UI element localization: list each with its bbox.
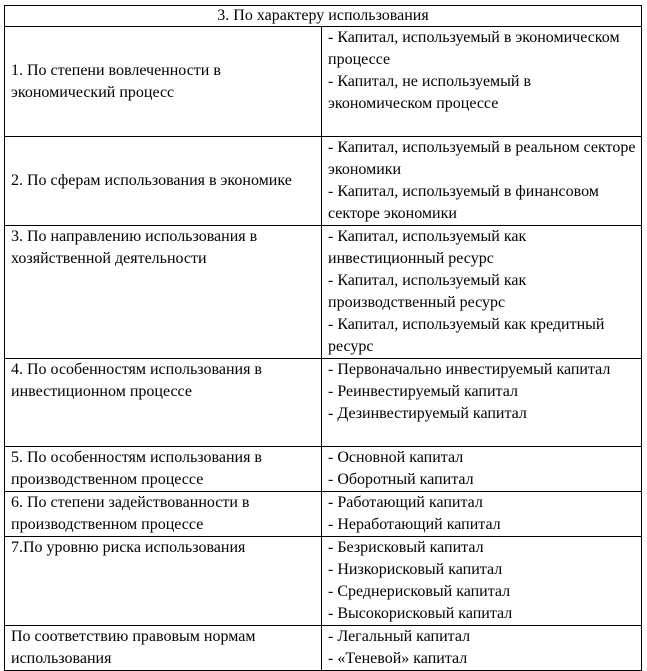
criterion-cell: 1. По степени вовлеченности в экономический процесс [5, 27, 322, 137]
table-row [5, 27, 642, 137]
list-item: - Оборотный капитал [328, 471, 474, 488]
table-header-row [5, 6, 642, 27]
items-cell [322, 226, 642, 359]
list-item: - Капитал, используемый в экономическом процессе [328, 29, 620, 68]
items-cell [322, 492, 642, 537]
list-item: - Капитал, не используемый в экономическом процессе [328, 73, 532, 112]
criterion-cell: 4. По особенностям использования в инвестиционном процессе [5, 359, 322, 447]
list-item: - Безрисковый капитал [328, 539, 484, 556]
criterion-cell: По соответствию правовым нормам использования [5, 626, 322, 671]
list-item: - Высокорисковый капитал [328, 605, 513, 622]
criterion-cell: 2. По сферам использования в экономике [5, 137, 322, 226]
list-item: - Первоначально инвестируемый капитал [328, 361, 611, 378]
table-row [5, 492, 642, 537]
classification-table [4, 5, 642, 671]
list-item: - Низкорисковый капитал [328, 561, 503, 578]
list-item: - Среднерисковый капитал [328, 583, 511, 600]
criterion-cell: 7.По уровню риска использования [5, 537, 322, 626]
items-cell [322, 27, 642, 137]
table-row [5, 359, 642, 447]
table-row [5, 626, 642, 671]
list-item: - Капитал, используемый как производственный ресурс [328, 272, 527, 311]
items-cell [322, 537, 642, 626]
list-item: - Капитал, используемый как инвестиционный ресурс [328, 228, 527, 267]
list-item: - Дезинвестируемый капитал [328, 405, 527, 422]
criterion-cell: 3. По направлению использования в хозяйственной деятельности [5, 226, 322, 359]
table-row [5, 447, 642, 492]
table-row [5, 137, 642, 226]
list-item: - Работающий капитал [328, 494, 483, 511]
items-cell [322, 359, 642, 447]
list-item: - Основной капитал [328, 449, 464, 466]
list-item: - Неработающий капитал [328, 516, 501, 533]
table-title: 3. По характеру использования [5, 6, 642, 27]
list-item: - «Теневой» капитал [328, 650, 468, 667]
list-item: - Капитал, используемый как кредитный ресурс [328, 316, 605, 355]
items-cell [322, 626, 642, 671]
list-item: - Реинвестируемый капитал [328, 383, 518, 400]
criterion-cell: 5. По особенностям использования в производственном процессе [5, 447, 322, 492]
criterion-cell: 6. По степени задействованности в производственном процессе [5, 492, 322, 537]
table-body [5, 6, 642, 671]
list-item: - Капитал, используемый в реальном секторе экономики [328, 139, 636, 178]
table-row [5, 537, 642, 626]
list-item: - Легальный капитал [328, 628, 471, 645]
items-cell [322, 137, 642, 226]
list-item: - Капитал, используемый в финансовом секторе экономики [328, 183, 599, 222]
items-cell [322, 447, 642, 492]
table-row [5, 226, 642, 359]
